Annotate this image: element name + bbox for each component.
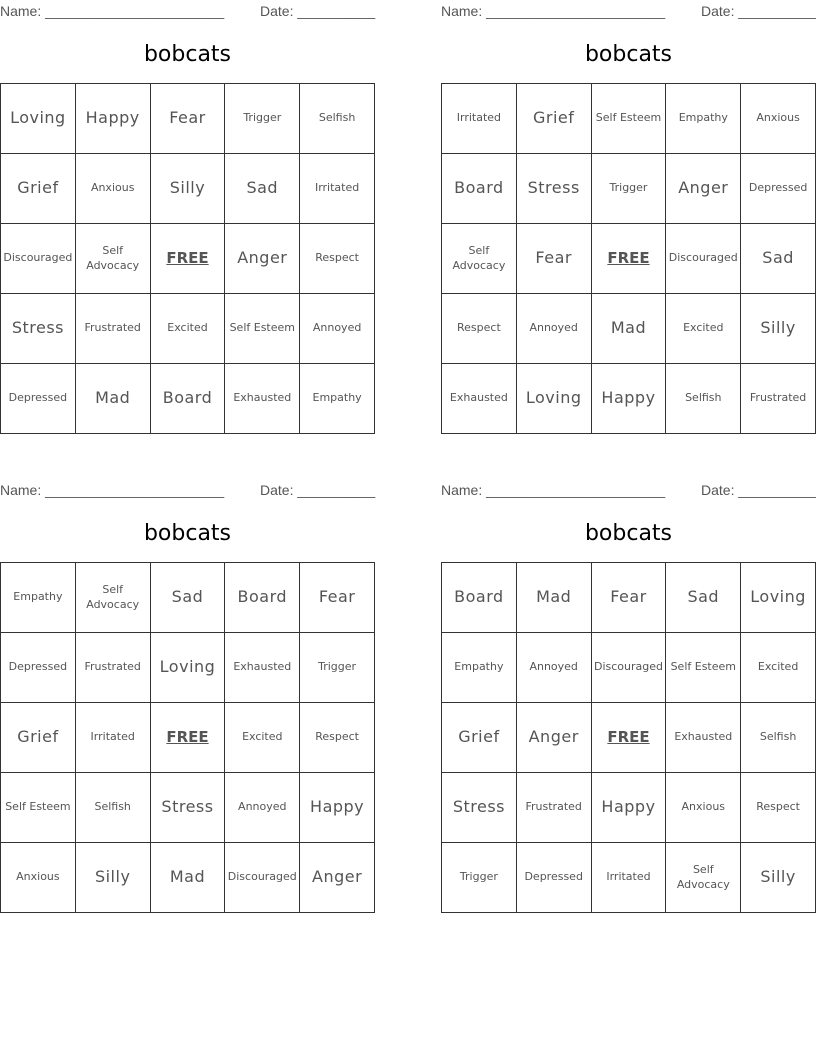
- bingo-card-2: [441, 0, 816, 434]
- bingo-cell: [76, 294, 151, 364]
- bingo-cell-text: Self Advocacy: [86, 244, 140, 272]
- bingo-cell: [517, 224, 592, 294]
- bingo-cell-text: Frustrated: [84, 321, 141, 335]
- bingo-cell: [442, 843, 517, 913]
- bingo-cell: [592, 843, 667, 913]
- bingo-cell: [1, 563, 76, 633]
- free-space: [592, 224, 667, 294]
- bingo-cell-text: Grief: [458, 727, 500, 747]
- bingo-cell-text: Respect: [457, 321, 501, 335]
- bingo-cell: [666, 633, 741, 703]
- bingo-cell: [300, 364, 375, 434]
- bingo-cell: [151, 154, 226, 224]
- bingo-cell: [225, 224, 300, 294]
- bingo-cell-text: Annoyed: [238, 800, 287, 814]
- bingo-cell: [442, 154, 517, 224]
- bingo-cell: [1, 294, 76, 364]
- bingo-cell-text: Empathy: [13, 590, 63, 604]
- bingo-cell-text: Self Advocacy: [676, 863, 730, 891]
- bingo-cell-text: Silly: [94, 867, 131, 887]
- card-header: [441, 482, 816, 498]
- bingo-cell-text: Self Advocacy: [86, 583, 140, 611]
- bingo-cell: [151, 563, 226, 633]
- bingo-cell: [666, 773, 741, 843]
- bingo-cell-text: Happy: [85, 108, 140, 128]
- bingo-cell: [1, 224, 76, 294]
- free-space: [151, 224, 226, 294]
- bingo-cell: [442, 633, 517, 703]
- bingo-cell: [592, 154, 667, 224]
- bingo-cell-text: Self Esteem: [229, 321, 295, 335]
- bingo-cell-text: FREE: [607, 248, 650, 267]
- bingo-cell-text: Anxious: [756, 111, 800, 125]
- bingo-cell-text: Discouraged: [593, 660, 663, 674]
- bingo-cell: [442, 224, 517, 294]
- bingo-cell-text: Excited: [242, 730, 283, 744]
- bingo-cell: [666, 224, 741, 294]
- bingo-cell-text: Frustrated: [749, 391, 807, 405]
- bingo-cell: [225, 154, 300, 224]
- bingo-cell: [592, 294, 667, 364]
- bingo-cell-text: Stress: [527, 178, 580, 198]
- bingo-cell: [517, 294, 592, 364]
- bingo-cell-text: Excited: [167, 321, 208, 335]
- bingo-cell: [517, 773, 592, 843]
- bingo-cell: [300, 84, 375, 154]
- bingo-cell: [225, 294, 300, 364]
- bingo-cell: [1, 843, 76, 913]
- bingo-cell: [442, 84, 517, 154]
- bingo-cell-text: Frustrated: [84, 660, 141, 674]
- bingo-cell-text: Anger: [237, 248, 288, 268]
- bingo-cell-text: Happy: [601, 797, 656, 817]
- bingo-grid: [441, 83, 816, 434]
- bingo-cell: [225, 843, 300, 913]
- bingo-cell-text: Exhausted: [674, 730, 733, 744]
- bingo-cell-text: Mad: [169, 867, 206, 887]
- bingo-cell: [517, 364, 592, 434]
- card-header: [0, 482, 375, 498]
- bingo-cell: [1, 773, 76, 843]
- bingo-cell: [442, 563, 517, 633]
- bingo-cell-text: Stress: [161, 797, 214, 817]
- bingo-cell-text: Board: [162, 388, 213, 408]
- bingo-cell: [300, 294, 375, 364]
- name-field-label: Name: _______________________: [441, 3, 666, 19]
- bingo-cell-text: Annoyed: [312, 321, 362, 335]
- bingo-cell: [666, 84, 741, 154]
- bingo-cell: [741, 224, 816, 294]
- bingo-cell: [76, 224, 151, 294]
- bingo-cell: [517, 843, 592, 913]
- bingo-cell-text: Anxious: [90, 181, 135, 195]
- bingo-cell-text: Stress: [452, 797, 505, 817]
- bingo-cell-text: Self Esteem: [595, 111, 662, 125]
- bingo-cell-text: Loving: [750, 587, 806, 607]
- bingo-cell-text: Grief: [532, 108, 575, 128]
- bingo-cell-text: Self Esteem: [670, 660, 736, 674]
- bingo-cell: [666, 294, 741, 364]
- bingo-cell: [151, 773, 226, 843]
- bingo-cell: [442, 703, 517, 773]
- bingo-cell: [1, 703, 76, 773]
- bingo-cell-text: Mad: [536, 587, 572, 607]
- bingo-cell: [741, 843, 816, 913]
- bingo-cell-text: Sad: [171, 587, 204, 607]
- bingo-cell-text: Respect: [756, 800, 800, 814]
- bingo-cell-text: Board: [454, 587, 504, 607]
- bingo-cell: [76, 843, 151, 913]
- bingo-cell-text: Fear: [535, 248, 572, 268]
- card-header: [0, 3, 375, 19]
- bingo-cell: [151, 294, 226, 364]
- bingo-grid: [0, 562, 375, 913]
- card-title: bobcats: [143, 42, 232, 67]
- bingo-cell-text: Loving: [10, 108, 66, 128]
- bingo-card-1: [0, 0, 375, 434]
- bingo-cell: [666, 843, 741, 913]
- bingo-cell: [1, 364, 76, 434]
- bingo-cell-text: Irritated: [606, 870, 651, 884]
- bingo-cell: [300, 563, 375, 633]
- bingo-cell-text: Self Advocacy: [452, 244, 506, 272]
- bingo-cell-text: Empathy: [454, 660, 504, 674]
- bingo-cell: [592, 364, 667, 434]
- bingo-cell: [76, 84, 151, 154]
- bingo-cell-text: Trigger: [318, 660, 357, 674]
- bingo-cell: [592, 84, 667, 154]
- bingo-cell-text: Board: [237, 587, 288, 607]
- bingo-cell: [151, 84, 226, 154]
- bingo-cell: [300, 224, 375, 294]
- bingo-cell: [666, 154, 741, 224]
- bingo-cell: [741, 294, 816, 364]
- bingo-cell-text: Exhausted: [233, 391, 292, 405]
- bingo-cell-text: FREE: [166, 248, 209, 267]
- bingo-cell: [300, 703, 375, 773]
- bingo-cell-text: Irritated: [456, 111, 502, 125]
- bingo-cell: [225, 633, 300, 703]
- bingo-cell: [300, 843, 375, 913]
- card-title: bobcats: [584, 42, 673, 67]
- bingo-cell: [225, 563, 300, 633]
- bingo-cell-text: Mad: [95, 388, 131, 408]
- bingo-cell-text: Fear: [610, 587, 647, 607]
- bingo-cell-text: Loving: [525, 388, 582, 408]
- bingo-card-4: [441, 479, 816, 913]
- bingo-cell: [225, 84, 300, 154]
- bingo-cell-text: Discouraged: [227, 870, 297, 884]
- bingo-cell-text: Sad: [687, 587, 720, 607]
- bingo-card-3: [0, 479, 375, 913]
- bingo-cell-text: Annoyed: [529, 660, 578, 674]
- date-field-label: Date: __________: [260, 482, 376, 498]
- date-field-label: Date: __________: [260, 3, 376, 19]
- bingo-cell: [225, 364, 300, 434]
- bingo-cell-text: Exhausted: [449, 391, 508, 405]
- bingo-cell: [517, 703, 592, 773]
- bingo-cell-text: Trigger: [609, 181, 648, 195]
- bingo-cell: [151, 843, 226, 913]
- bingo-cell: [300, 154, 375, 224]
- bingo-cell: [300, 773, 375, 843]
- bingo-cell-text: Anger: [528, 727, 579, 747]
- bingo-cell-text: Happy: [310, 797, 365, 817]
- bingo-cell-text: Excited: [683, 321, 724, 335]
- bingo-cell-text: Respect: [315, 730, 359, 744]
- bingo-cell: [592, 563, 667, 633]
- bingo-cell-text: Fear: [318, 587, 356, 607]
- bingo-cell-text: Trigger: [243, 111, 282, 125]
- bingo-cell: [517, 154, 592, 224]
- bingo-cell: [666, 703, 741, 773]
- bingo-cell-text: Anger: [312, 867, 363, 887]
- bingo-cell-text: Selfish: [94, 800, 131, 814]
- bingo-cell-text: Silly: [760, 318, 796, 338]
- card-title: bobcats: [143, 521, 232, 546]
- bingo-cell-text: Silly: [760, 867, 796, 887]
- bingo-cell-text: Respect: [315, 251, 359, 265]
- name-field-label: Name: _______________________: [0, 482, 225, 498]
- bingo-cell-text: Depressed: [524, 870, 583, 884]
- bingo-cell-text: Selfish: [685, 391, 722, 405]
- bingo-cell-text: Depressed: [748, 181, 808, 195]
- bingo-cell: [741, 154, 816, 224]
- bingo-cell-text: Excited: [757, 660, 799, 674]
- bingo-cell-text: Fear: [169, 108, 206, 128]
- bingo-cell: [741, 633, 816, 703]
- bingo-cell: [517, 633, 592, 703]
- card-title: bobcats: [584, 521, 673, 546]
- bingo-cell-text: Discouraged: [3, 251, 73, 265]
- bingo-cell: [442, 773, 517, 843]
- bingo-cell: [151, 364, 226, 434]
- bingo-cell: [666, 364, 741, 434]
- bingo-cell: [592, 773, 667, 843]
- bingo-cell-text: FREE: [607, 727, 650, 746]
- bingo-cell-text: Irritated: [90, 730, 135, 744]
- bingo-cell-text: Irritated: [314, 181, 360, 195]
- bingo-grid: [0, 83, 375, 434]
- bingo-cell: [1, 633, 76, 703]
- bingo-cell-text: Happy: [601, 388, 656, 408]
- bingo-cell: [741, 773, 816, 843]
- bingo-cell-text: Empathy: [678, 111, 728, 125]
- bingo-cell: [76, 563, 151, 633]
- bingo-cell: [1, 154, 76, 224]
- bingo-cell-text: Depressed: [8, 391, 68, 405]
- bingo-cell: [741, 563, 816, 633]
- bingo-cell-text: Discouraged: [668, 251, 738, 265]
- free-space: [592, 703, 667, 773]
- name-field-label: Name: _______________________: [0, 3, 225, 19]
- bingo-cell: [741, 364, 816, 434]
- bingo-cell-text: Self Esteem: [5, 800, 71, 814]
- bingo-cell-text: Silly: [169, 178, 206, 198]
- bingo-cell-text: Board: [454, 178, 504, 198]
- bingo-cell-text: Annoyed: [529, 321, 578, 335]
- date-field-label: Date: __________: [701, 482, 816, 498]
- bingo-cell: [76, 364, 151, 434]
- bingo-cell: [76, 154, 151, 224]
- bingo-cell: [151, 633, 226, 703]
- bingo-cell-text: Anxious: [16, 870, 60, 884]
- bingo-cell: [517, 563, 592, 633]
- bingo-cell: [76, 773, 151, 843]
- bingo-cell-text: Mad: [610, 318, 647, 338]
- card-header: [441, 3, 816, 19]
- bingo-cell: [442, 294, 517, 364]
- bingo-cell-text: Selfish: [759, 730, 797, 744]
- free-space: [151, 703, 226, 773]
- date-field-label: Date: __________: [701, 3, 816, 19]
- bingo-grid: [441, 562, 816, 913]
- bingo-cell: [225, 703, 300, 773]
- bingo-cell: [225, 773, 300, 843]
- bingo-cell-text: FREE: [166, 727, 209, 746]
- bingo-cell-text: Anger: [678, 178, 729, 198]
- bingo-cell-text: Grief: [17, 178, 59, 198]
- bingo-cell: [442, 364, 517, 434]
- bingo-cell: [741, 703, 816, 773]
- bingo-cell-text: Frustrated: [525, 800, 582, 814]
- bingo-cell-text: Empathy: [312, 391, 362, 405]
- bingo-cell-text: Loving: [159, 657, 216, 677]
- bingo-cell-text: Grief: [17, 727, 59, 747]
- bingo-cell-text: Anxious: [681, 800, 726, 814]
- bingo-cell: [300, 633, 375, 703]
- bingo-cell: [666, 563, 741, 633]
- bingo-cell-text: Sad: [246, 178, 279, 198]
- bingo-cell: [76, 703, 151, 773]
- bingo-cell: [1, 84, 76, 154]
- bingo-cell-text: Trigger: [459, 870, 498, 884]
- bingo-cell: [741, 84, 816, 154]
- bingo-cell-text: Sad: [762, 248, 794, 268]
- bingo-cell-text: Depressed: [8, 660, 68, 674]
- name-field-label: Name: _______________________: [441, 482, 666, 498]
- bingo-cell: [76, 633, 151, 703]
- bingo-cell-text: Selfish: [318, 111, 356, 125]
- bingo-cell: [592, 633, 667, 703]
- bingo-cell-text: Exhausted: [233, 660, 292, 674]
- bingo-cell: [517, 84, 592, 154]
- bingo-cell-text: Stress: [11, 318, 64, 338]
